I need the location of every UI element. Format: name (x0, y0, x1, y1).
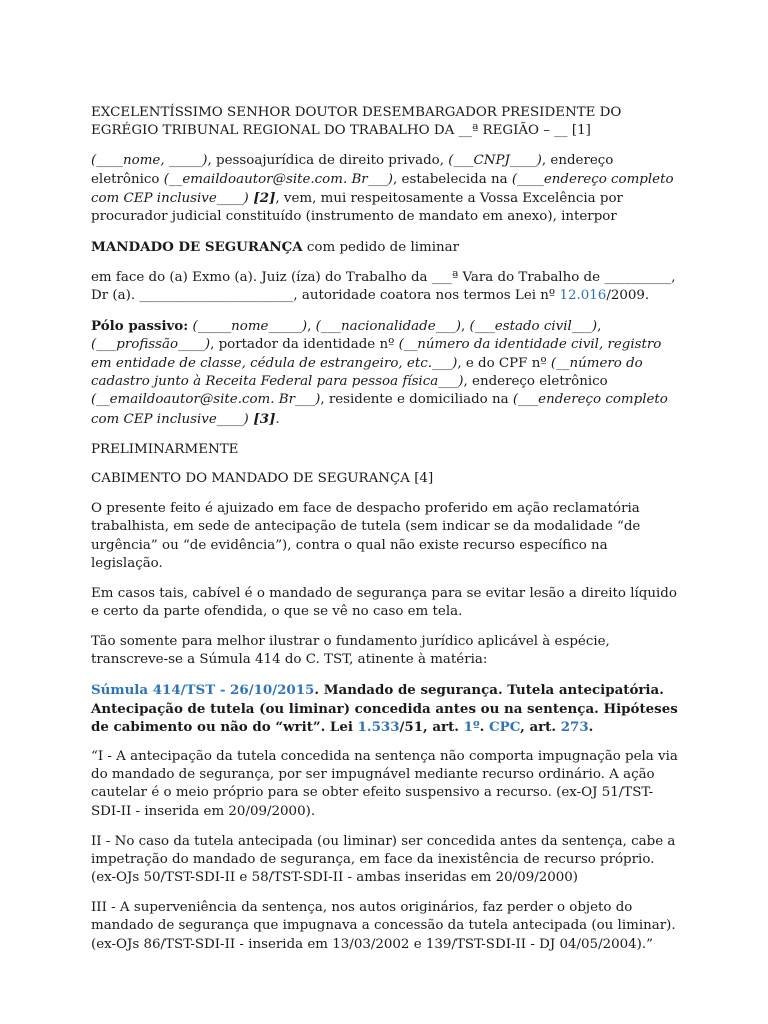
polo-text-2: , e do CPF nº (457, 355, 551, 371)
body-paragraph-2: Em casos tais, cabível é o mandado de segurança para se evitar lesão a direito líquido e certo da parte ofendida, o que se vê no caso em tela. (91, 585, 677, 620)
face-text-1: em face do (a) Exmo (a). Juiz (íza) do Trabalho da ___ª Vara do Trabalho de __________, Dr (a). _______________________, autoridade coatora nos termos Lei nº (91, 269, 676, 304)
section-preliminarmente: PRELIMINARMENTE (91, 441, 239, 457)
intro-footnote-ref: [2] (248, 189, 276, 206)
intro-text-1: , pessoajurídica de direito privado, (207, 153, 449, 169)
section-cabimento: CABIMENTO DO MANDADO DE SEGURANÇA [4] (91, 471, 434, 487)
mandado-paragraph (91, 238, 682, 257)
lei-1533-link[interactable]: 1.533 (357, 718, 400, 735)
sumula-text-3: . (479, 718, 489, 735)
intro-nome: (____nome, _____) (91, 153, 208, 169)
sumula-paragraph (91, 681, 682, 736)
mandado-title: MANDADO DE SEGURANÇA (91, 239, 303, 256)
polo-text-1: , portador da identidade nº (210, 337, 399, 353)
polo-paragraph (91, 317, 682, 429)
polo-cpf: (__número do cadastro junto à Receita Federal para pessoa física___) (91, 355, 643, 390)
intro-text-2: , endereço eletrônico (91, 153, 614, 187)
intro-endereco: (____endereço completo com CEP inclusive____) (91, 171, 674, 206)
intro-text-3: , estabelecida na (393, 171, 512, 187)
sumula-414-link[interactable]: Súmula 414/TST - 26/10/2015 (91, 682, 315, 699)
polo-profissao: (___profissão____) (91, 337, 211, 353)
polo-footnote-ref: [3] (248, 410, 276, 427)
art-273-link[interactable]: 273 (560, 718, 589, 735)
sumula-item-3: III - A superveniência da sentença, nos autos originários, faz perder o objeto do mandado de segurança que impugnava a concessão da tutela antecipada (ou liminar). (ex-OJs 86/TST-SDI-II - inserida em 13/03/2002 e 139/TST-SDI-II - DJ 04/05/2004).” (91, 900, 676, 952)
polo-comma-2: , (460, 318, 470, 334)
sumula-item-1: “I - A antecipação da tutela concedida na sentença não comporta impugnação pela via do mandado de segurança, por ser impugnável mediante recurso ordinário. A ação cautelar é o meio próprio para se obter efeito suspensivo a recurso. (ex-OJ 51/TST-SDI-II - inserida em 20/09/2000). (91, 748, 678, 819)
polo-text-3: , endereço eletrônico (463, 374, 608, 390)
cpc-link[interactable]: CPC (488, 718, 521, 735)
sumula-text-5: . (588, 718, 594, 735)
document-header: EXCELENTÍSSIMO SENHOR DOUTOR DESEMBARGADOR PRESIDENTE DO EGRÉGIO TRIBUNAL REGIONAL DO TRABALHO DA __ª REGIÃO – __ [1] (91, 105, 622, 139)
polo-endereco: (___endereço completo com CEP inclusive____) (91, 392, 668, 427)
intro-cnpj: (___CNPJ____) (448, 153, 542, 169)
polo-comma-1: , (307, 318, 316, 334)
intro-paragraph (91, 152, 682, 227)
body-paragraph-1: O presente feito é ajuizado em face de despacho proferido em ação reclamatória trabalhista, em sede de antecipação de tutela (sem indicar se da modalidade “de urgência” ou “de evidência”), contra o qual não existe recurso específico na legislação. (91, 500, 641, 572)
polo-nome: (_____nome_____) (188, 318, 308, 334)
polo-identidade: (__número da identidade civil, registro em entidade de classe, cédula de estrangeiro, etc.___) (91, 337, 662, 371)
sumula-text-2: /51, art. (399, 718, 464, 735)
art-1-link[interactable]: 1º (463, 718, 480, 735)
polo-label: Pólo passivo: (91, 317, 189, 334)
lei-12016-link[interactable]: 12.016 (559, 288, 607, 304)
mandado-rest: com pedido de liminar (302, 240, 459, 256)
polo-end: . (275, 411, 280, 427)
body-paragraph-3: Tão somente para melhor ilustrar o fundamento jurídico aplicável à espécie, transcreve-se a Súmula 414 do C. TST, atinente à matéria: (91, 634, 610, 668)
face-paragraph (91, 269, 682, 306)
polo-comma-3: , (597, 318, 602, 334)
sumula-text-1: . Mandado de segurança. Tutela antecipatória. Antecipação de tutela (ou liminar) concedida antes ou na sentença. Hipóteses de cabimento ou não do “writ”. Lei (91, 682, 678, 735)
polo-text-4: , residente e domiciliado na (320, 392, 513, 408)
polo-email: (__emaildoautor@site.com. Br___) (91, 392, 321, 408)
sumula-text-4: , art. (520, 718, 561, 735)
intro-email: (__emaildoautor@site.com. Br___) (163, 171, 394, 187)
polo-estado-civil: (___estado civil___) (469, 318, 598, 334)
sumula-item-2: II - No caso da tutela antecipada (ou liminar) ser concedida antes da sentença, cabe a impetração do mandado de segurança, em face da inexistência de recurso próprio. (ex-OJs 50/TST-SDI-II e 58/TST-SDI-II - ambas inseridas em 20/09/2000) (91, 833, 676, 886)
polo-nacionalidade: (___nacionalidade___) (315, 318, 461, 334)
intro-text-4: , vem, mui respeitosamente a Vossa Excelência por procurador judicial constituído (instrumento de mandato em anexo), interpor (91, 190, 623, 225)
face-text-2: /2009. (606, 288, 650, 304)
